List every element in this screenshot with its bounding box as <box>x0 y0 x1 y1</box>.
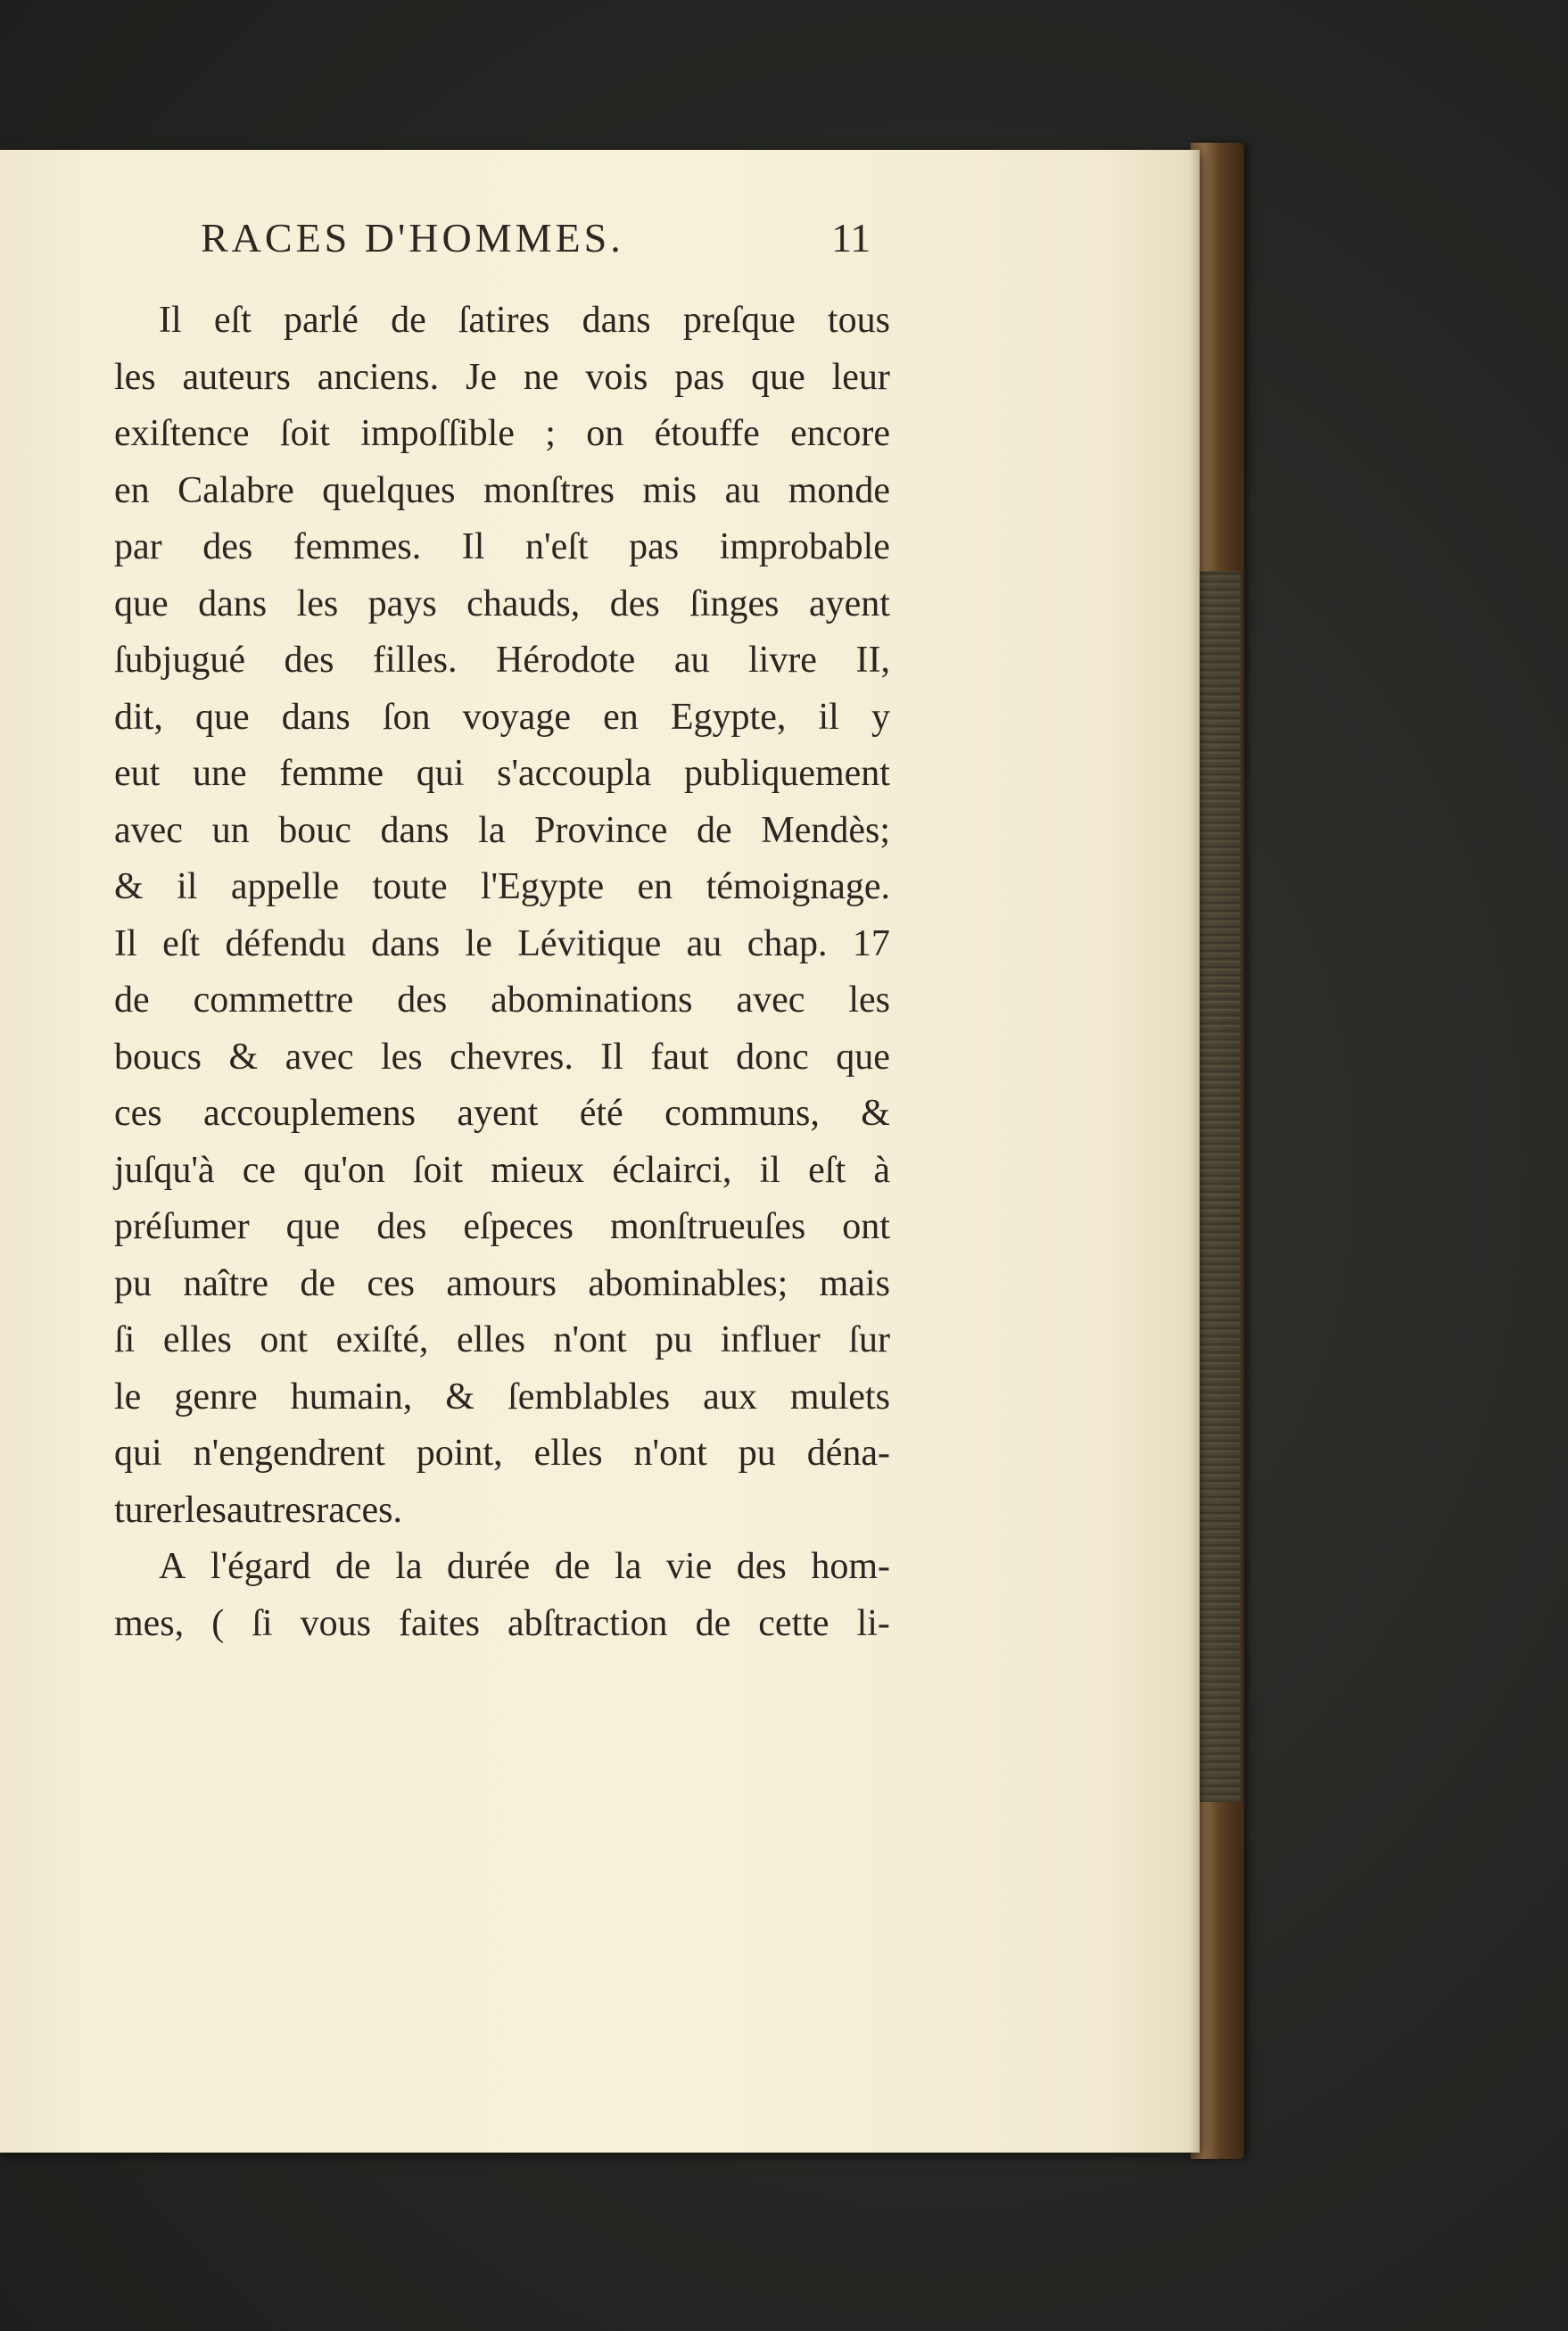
word: des <box>736 1546 787 1587</box>
word: dans <box>380 809 450 851</box>
word: li- <box>856 1602 890 1644</box>
word: commettre <box>193 980 354 1021</box>
word: chap. <box>747 922 828 964</box>
word: eſt <box>162 922 201 964</box>
word: abominables; <box>588 1262 788 1304</box>
word: déna- <box>806 1433 890 1474</box>
word: appelle <box>230 866 340 907</box>
word: ont <box>842 1206 890 1247</box>
word: de <box>554 1546 590 1587</box>
word: livre <box>747 640 817 681</box>
text-line <box>114 576 890 633</box>
word: vois <box>585 356 648 398</box>
word: avec <box>114 809 183 851</box>
word: que <box>836 1036 890 1078</box>
word: n'ont <box>633 1433 707 1474</box>
word: influer <box>720 1319 821 1360</box>
word: juſqu'à <box>114 1149 215 1191</box>
word: Il <box>159 300 182 341</box>
text-line <box>114 859 890 916</box>
word: que <box>114 583 169 624</box>
word: s'accoupla <box>497 753 652 794</box>
word: ces <box>367 1262 415 1304</box>
text-line <box>114 632 890 690</box>
word: femme <box>279 753 384 794</box>
word: n'ont <box>553 1319 627 1360</box>
word: y <box>871 696 890 738</box>
word: de <box>300 1262 335 1304</box>
word: quelques <box>322 469 456 511</box>
word: voyage <box>462 696 571 738</box>
word: avec <box>285 1036 354 1078</box>
text-line <box>114 1199 890 1256</box>
text-line <box>114 1539 890 1596</box>
word: turer <box>114 1489 186 1531</box>
word: de <box>697 809 732 851</box>
word: de <box>391 300 426 341</box>
word: mis <box>642 469 697 511</box>
word: le <box>114 1376 142 1418</box>
word: ſoit <box>279 413 330 454</box>
word: dans <box>582 300 651 341</box>
word: tous <box>827 300 890 341</box>
word: filles. <box>373 640 458 681</box>
word: qui <box>114 1433 162 1474</box>
word: de <box>334 1546 371 1587</box>
word: un <box>211 809 250 851</box>
word: femmes. <box>293 526 422 567</box>
word: les <box>185 1489 227 1531</box>
text-line <box>114 1143 890 1200</box>
text-line <box>114 916 890 973</box>
word: pu <box>738 1433 776 1474</box>
word: publiquement <box>684 753 890 794</box>
word: eſt <box>213 300 252 341</box>
word: au <box>673 640 710 681</box>
word: abominations <box>491 980 693 1021</box>
word: de <box>695 1602 731 1644</box>
word: Je <box>465 356 497 398</box>
text-line <box>114 463 890 520</box>
word: des <box>609 583 660 624</box>
word: eſt <box>808 1149 846 1191</box>
word: naître <box>183 1262 268 1304</box>
word: ſatires <box>458 300 550 341</box>
word: anciens. <box>317 356 440 398</box>
word: les <box>296 583 339 624</box>
word: que <box>751 356 805 398</box>
text-line <box>114 1596 890 1653</box>
word: il <box>759 1149 780 1191</box>
word: des <box>284 640 334 681</box>
word: ce <box>242 1149 276 1191</box>
word: ſemblables <box>508 1376 671 1418</box>
word: Il <box>600 1036 623 1078</box>
word: boucs <box>114 1036 202 1078</box>
word: abſtraction <box>507 1602 668 1644</box>
word: Il <box>114 922 137 964</box>
word: la <box>395 1546 423 1587</box>
word: les <box>848 980 890 1021</box>
word: faites <box>398 1602 480 1644</box>
word: au <box>724 469 761 511</box>
word: elles <box>456 1319 525 1360</box>
word: en <box>603 696 639 738</box>
word: la <box>478 809 506 851</box>
word: ayent <box>808 583 890 624</box>
word: dans <box>281 696 351 738</box>
word: ſubjugué <box>114 640 245 681</box>
word: ; <box>545 413 556 454</box>
word: des <box>397 980 448 1021</box>
word: par <box>114 526 162 567</box>
text-line <box>114 690 890 747</box>
word: exiſté, <box>335 1319 429 1360</box>
word: été <box>579 1093 623 1134</box>
word: on <box>586 413 624 454</box>
word: communs, <box>664 1093 820 1134</box>
word: dans <box>198 583 268 624</box>
word: ſi <box>252 1602 273 1644</box>
word: qui <box>416 753 465 794</box>
word: l'égard <box>210 1546 311 1587</box>
word: pays <box>367 583 437 624</box>
word: ſon <box>382 696 431 738</box>
word: vie <box>665 1546 713 1587</box>
word: ſi <box>114 1319 136 1360</box>
text-line <box>114 1369 890 1426</box>
word: Il <box>461 526 485 567</box>
word: mais <box>819 1262 890 1304</box>
text-line <box>114 1256 890 1313</box>
word: ont <box>260 1319 309 1360</box>
word: chauds, <box>466 583 581 624</box>
word: cette <box>758 1602 829 1644</box>
word: il <box>818 696 839 738</box>
word: il <box>177 866 198 907</box>
word: eſpeces <box>463 1206 574 1247</box>
word: parlé <box>283 300 359 341</box>
word: étouffe <box>654 413 760 454</box>
word: & <box>445 1376 475 1418</box>
word: exiſtence <box>114 413 250 454</box>
word: défendu <box>225 922 346 964</box>
text-line <box>114 803 890 860</box>
text-line <box>114 519 890 576</box>
word: ſoit <box>412 1149 463 1191</box>
word: races. <box>316 1489 403 1531</box>
word: n'engendrent <box>193 1433 385 1474</box>
word: toute <box>372 866 448 907</box>
text-line <box>114 1086 890 1143</box>
word: improbable <box>719 526 890 567</box>
word: accouplemens <box>203 1093 416 1134</box>
word: vous <box>300 1602 371 1644</box>
word: Calabre <box>177 469 294 511</box>
word: Hérodote <box>496 640 636 681</box>
running-title: RACES D'HOMMES. <box>201 215 624 260</box>
text-line <box>114 350 890 407</box>
word: auteurs <box>182 356 291 398</box>
word: leur <box>831 356 890 398</box>
word: encore <box>790 413 890 454</box>
word: monſtrueuſes <box>609 1206 806 1247</box>
page-number: 11 <box>831 215 871 260</box>
word: que <box>285 1206 341 1247</box>
word: Lévitique <box>517 922 662 964</box>
word: des <box>376 1206 427 1247</box>
word: point, <box>416 1433 503 1474</box>
word: des <box>202 526 253 567</box>
word: qu'on <box>303 1149 385 1191</box>
word: durée <box>447 1546 531 1587</box>
word: les <box>380 1036 423 1078</box>
word: & <box>861 1093 890 1134</box>
word: pas <box>629 526 680 567</box>
word: préſumer <box>114 1206 250 1247</box>
word: dit, <box>114 696 163 738</box>
word: elles <box>533 1433 603 1474</box>
word: autres <box>226 1489 317 1531</box>
text-line <box>114 1426 890 1483</box>
word: l'Egypte <box>480 866 605 907</box>
text-line <box>114 746 890 803</box>
word: dans <box>371 922 441 964</box>
word: témoignage. <box>706 866 890 907</box>
text-line <box>114 972 890 1029</box>
word: que <box>194 696 250 738</box>
word: ( <box>211 1602 225 1644</box>
word: elles <box>162 1319 232 1360</box>
word: n'eſt <box>525 526 589 567</box>
word: pu <box>655 1319 693 1360</box>
word: II, <box>855 640 890 681</box>
word: ſinges <box>689 583 780 624</box>
word: ayent <box>457 1093 539 1134</box>
word: mes, <box>114 1602 185 1644</box>
word: chevres. <box>450 1036 574 1078</box>
word: Egypte, <box>670 696 787 738</box>
word: mieux <box>491 1149 585 1191</box>
word: ne <box>523 356 559 398</box>
word: ſur <box>848 1319 890 1360</box>
text-line <box>114 1029 890 1087</box>
word: avec <box>736 980 805 1021</box>
word: Province <box>534 809 668 851</box>
word: donc <box>736 1036 809 1078</box>
word: bouc <box>278 809 351 851</box>
word: pu <box>114 1262 152 1304</box>
word: monſtres <box>483 469 615 511</box>
word: ces <box>114 1093 162 1134</box>
word: une <box>193 753 247 794</box>
text-line <box>114 1483 890 1540</box>
word: 17 <box>852 922 890 964</box>
word: genre <box>174 1376 258 1418</box>
word: eut <box>114 753 161 794</box>
text-line <box>114 406 890 463</box>
word: éclairci, <box>612 1149 732 1191</box>
word: en <box>114 469 150 511</box>
body-text <box>114 293 890 1652</box>
word: les <box>114 356 156 398</box>
word: monde <box>788 469 890 511</box>
word: humain, <box>290 1376 413 1418</box>
word: mulets <box>789 1376 890 1418</box>
word: pas <box>674 356 725 398</box>
word: & <box>114 866 144 907</box>
text-line <box>114 1312 890 1369</box>
word: amours <box>446 1262 557 1304</box>
word: preſque <box>682 300 796 341</box>
text-line <box>114 293 890 350</box>
word: en <box>637 866 673 907</box>
word: au <box>686 922 722 964</box>
word: faut <box>650 1036 709 1078</box>
word: & <box>228 1036 259 1078</box>
word: Mendès; <box>761 809 890 851</box>
word: impoſſible <box>360 413 515 454</box>
word: à <box>873 1149 890 1191</box>
word: la <box>615 1546 642 1587</box>
word: le <box>465 922 492 964</box>
word: de <box>114 980 150 1021</box>
word: A <box>159 1546 186 1587</box>
word: hom- <box>811 1546 890 1587</box>
word: aux <box>703 1376 757 1418</box>
